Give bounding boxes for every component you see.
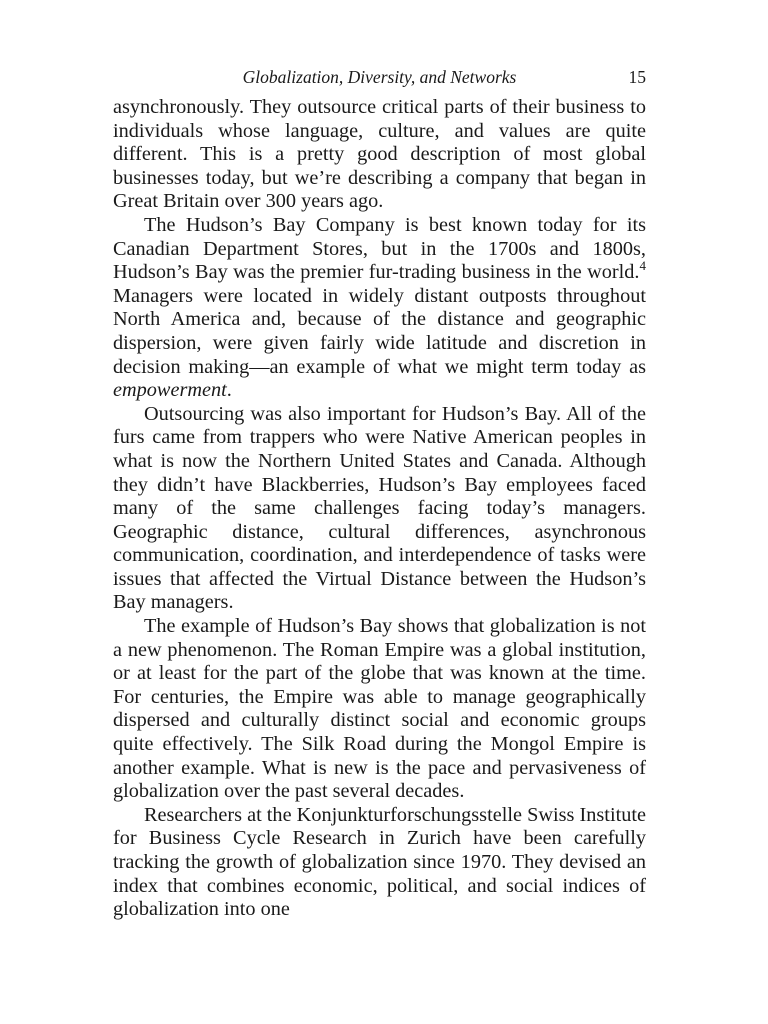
emphasized-term: empowerment: [113, 379, 227, 402]
paragraph-globalization-history: The example of Hudson’s Bay shows that globalization is not a new phenomenon. The Roman Empire was a global institution, or at least for the part of the globe that was known at the time. For centuries, the Empire was able to manage geographically dispersed and culturally distinct social and economic groups quite effectively. The Silk Road during the Mongol Empire is another example. What is new is the pace and pervasiveness of globalization over the past several decades.: [113, 615, 646, 803]
running-head: [113, 62, 646, 92]
paragraph-researchers: Researchers at the Konjunkturforschungsstelle Swiss Institute for Business Cycle Research in Zurich have been carefully tracking the growth of globalization since 1970. They devised an index that combines economic, political, and social indices of globalization into one: [113, 803, 646, 921]
page-number: 15: [628, 67, 646, 87]
paragraph-outsourcing: Outsourcing was also important for Hudson’s Bay. All of the furs came from trappers who were Native American peoples in what is now the Northern United States and Canada. Although they didn’t have Blackberries, Hudson’s Bay employees faced many of the same challenges facing today’s managers. Geographic distance, cultural differences, asynchronous communication, coordination, and interdependence of tasks were issues that affected the Virtual Distance between the Hudson’s Bay managers.: [113, 402, 646, 614]
running-title: Globalization, Diversity, and Networks: [242, 67, 517, 87]
paragraph-text: Managers were located in widely distant outposts throughout North America and, because of the distance and geographic dispersion, were given fairly wide latitude and discretion in decision making—an example of what we might term today as: [113, 284, 646, 378]
footnote-marker: 4: [639, 258, 646, 274]
book-page: [113, 62, 646, 922]
paragraph-hudsons-bay-company: [113, 214, 646, 403]
paragraph-continued: asynchronously. They outsource critical parts of their business to individuals whose language, culture, and values are quite different. This is a pretty good description of most global businesses today, but we’re describing a company that began in Great Britain over 300 years ago.: [113, 96, 646, 213]
body-text: [113, 96, 646, 922]
paragraph-text: .: [226, 379, 232, 402]
paragraph-text: The Hudson’s Bay Company is best known today for its Canadian Department Stores, but in the 1700s and 1800s, Hudson’s Bay was the premier fur-trading business in the world.: [113, 213, 646, 284]
